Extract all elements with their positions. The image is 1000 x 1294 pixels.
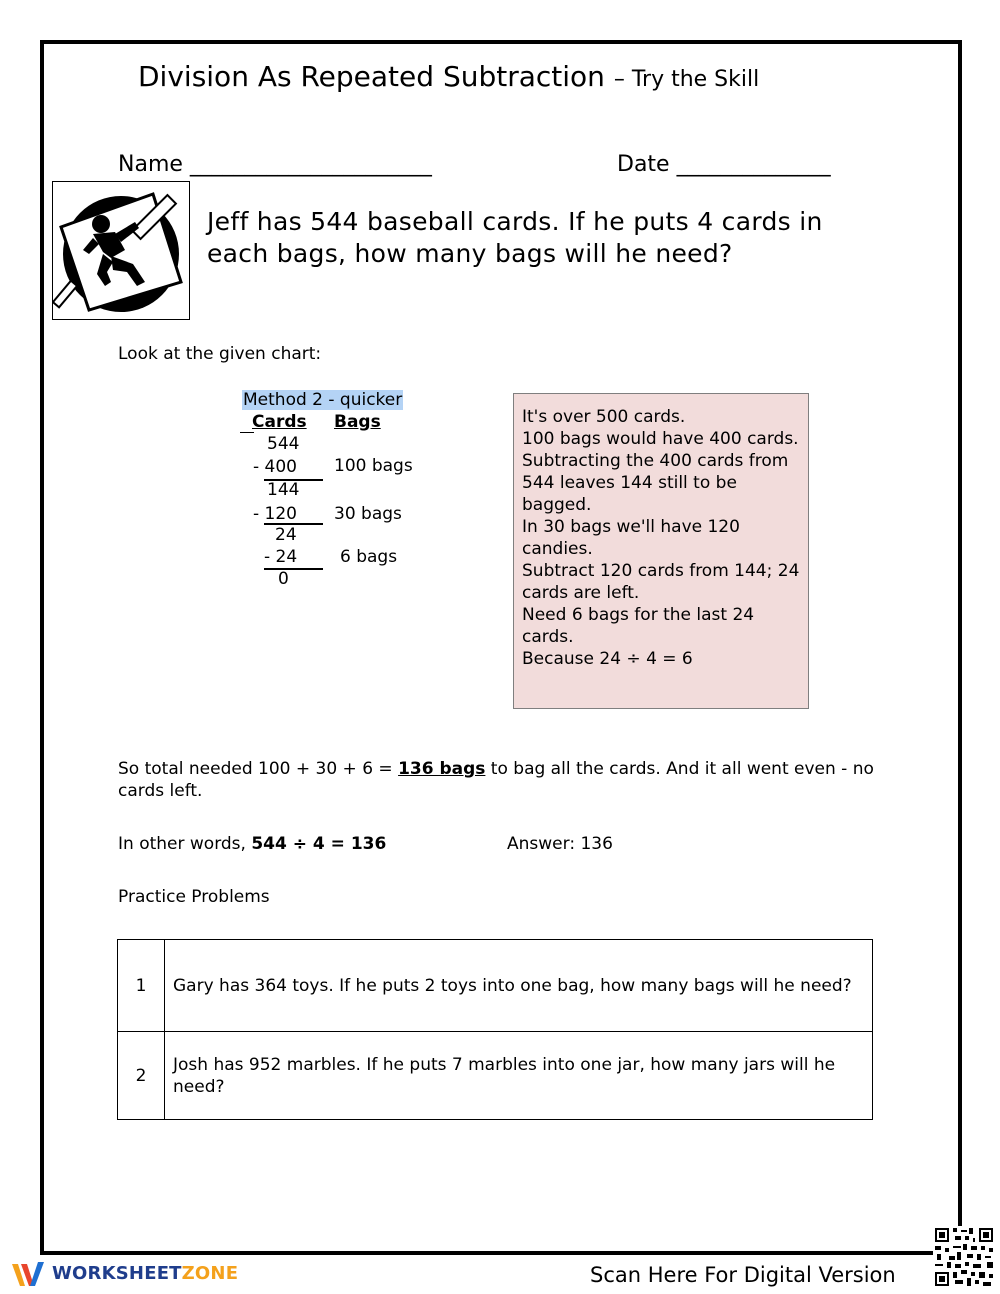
summary-text [118,758,878,802]
baseball-player-icon [52,181,190,320]
note-line: Subtracting the 400 cards from 544 leaves 144 still to be bagged. [522,451,789,515]
word-problem: Jeff has 544 baseball cards. If he puts 4 cards in each bags, how many bags will he need? [207,207,823,268]
start-value: 544 [267,434,300,454]
cards-header: Cards [252,412,307,432]
summary-before: So total needed 100 + 30 + 6 = [118,759,399,779]
scan-label: Scan Here For Digital Version [590,1263,896,1287]
explanation-box [513,393,809,709]
table-row [118,940,873,1032]
practice-heading: Practice Problems [118,887,270,907]
other-words-equation: 544 ÷ 4 = 136 [251,834,387,854]
method-label: Method 2 - quicker [243,390,403,410]
step-1-bags: 100 bags [334,456,413,476]
summary-bold: 136 bags [398,759,486,779]
note-line: Need 6 bags for the last 24 cards. [522,605,755,647]
date-field[interactable]: Date ______________ [617,152,831,177]
logo-word-zone: ZONE [181,1263,239,1284]
step-2-bags: 30 bags [334,504,402,524]
step-3-bags: 6 bags [340,547,398,567]
logo-icon [10,1258,48,1290]
problem-number: 2 [118,1032,165,1120]
bags-header: Bags [334,412,381,432]
chart-intro: Look at the given chart: [118,344,322,364]
note-line: Subtract 120 cards from 144; 24 cards are left. [522,561,800,603]
title-subtitle: – Try the Skill [613,67,760,92]
table-row [118,1032,873,1120]
step-2-subtract: - 120 [253,504,297,524]
problem-number: 1 [118,940,165,1032]
title-text: Division As Repeated Subtraction [138,60,605,93]
step-3-subtract: - 24 [264,547,298,567]
note-line: 100 bags would have 400 cards. [522,429,799,449]
note-line: In 30 bags we'll have 120 candies. [522,517,740,559]
answer-text: Answer: 136 [507,834,613,854]
name-field[interactable]: Name ______________________ [118,152,432,177]
qr-code-icon[interactable] [933,1226,995,1288]
step-1-subtract: - 400 [253,457,297,477]
step-3-rule [264,568,323,570]
practice-table [117,939,873,1120]
summary-after: to bag all the cards. And it all went even - no cards left. [118,759,874,801]
step-2-remainder: 24 [275,525,297,545]
other-words [118,834,386,854]
page-title [138,60,759,93]
problem-text: Gary has 364 toys. If he puts 2 toys into one bag, how many bags will he need? [165,940,873,1032]
step-3-remainder: 0 [278,569,289,589]
step-1-remainder: 144 [267,480,300,500]
logo-word-worksheet: WORKSHEET [52,1263,182,1284]
other-words-prefix: In other words, [118,834,252,854]
header-underline [240,432,254,433]
note-line: Because 24 ÷ 4 = 6 [522,649,693,669]
subtraction-chart [230,388,470,598]
problem-text: Josh has 952 marbles. If he puts 7 marbles into one jar, how many jars will he need? [165,1032,873,1120]
note-line: It's over 500 cards. [522,407,686,427]
worksheetzone-logo[interactable] [10,1258,250,1290]
